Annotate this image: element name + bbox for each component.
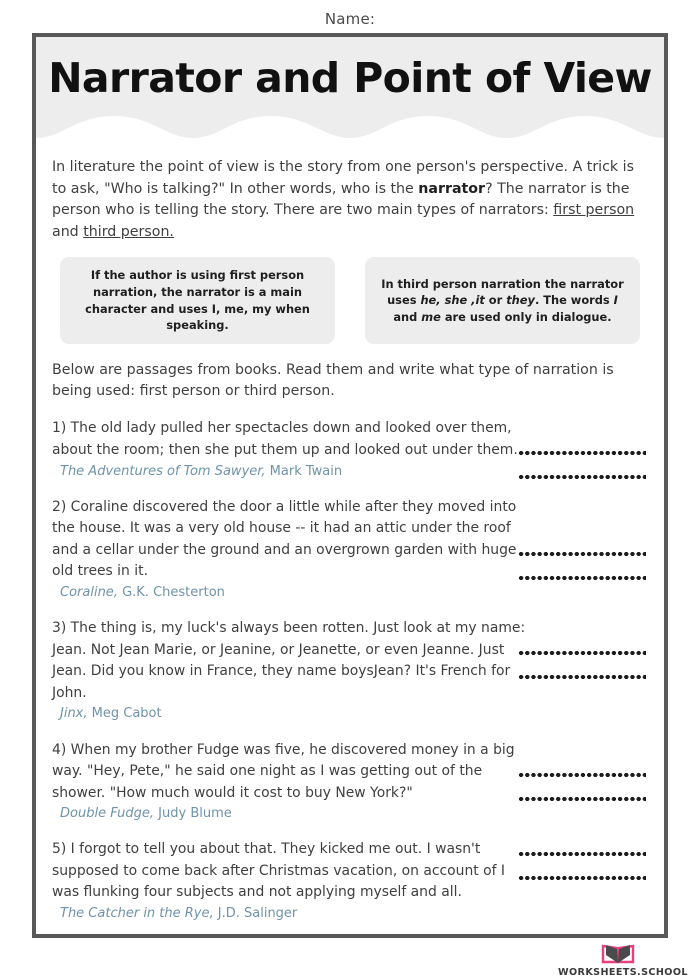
passage-citation-title: The Adventures of Tom Sawyer, bbox=[60, 463, 266, 479]
third-person-pronoun-group-1: he, she ,it bbox=[420, 293, 485, 308]
passage-citation-title: Coraline, bbox=[60, 584, 118, 600]
answer-blank[interactable] bbox=[518, 447, 646, 483]
answer-blank[interactable] bbox=[518, 548, 646, 584]
answer-dotted-line[interactable] bbox=[518, 770, 646, 782]
answer-blank[interactable] bbox=[518, 848, 646, 884]
intro-text-part2: ? The narrator is the person who is telling the story. There are two main types of narrators: bbox=[52, 180, 630, 219]
worksheet-body bbox=[36, 145, 664, 923]
passage-citation-author: J.D. Salinger bbox=[213, 905, 298, 921]
passage-citation-title: The Catcher in the Rye, bbox=[60, 905, 214, 921]
answer-blank[interactable] bbox=[518, 647, 646, 683]
third-person-tail: are used only in dialogue. bbox=[440, 309, 612, 324]
definition-box-third-person bbox=[365, 257, 640, 344]
passage-item bbox=[52, 618, 648, 723]
passage-item bbox=[52, 839, 648, 923]
third-person-mid-2: . The words bbox=[534, 293, 614, 308]
third-person-mid-3: and bbox=[393, 309, 422, 324]
answer-dotted-line[interactable] bbox=[518, 872, 646, 884]
passage-text: 3) The thing is, my luck's always been rotten. Just look at my name: Jean. Not Jean Marie, or Jeanine, or Jeanette, or even Jeanne. Just Jean. Did you know in France, they name boysJean? It's French for John. bbox=[52, 620, 526, 701]
third-person-mid-1: or bbox=[484, 293, 507, 308]
passage-citation-author: Meg Cabot bbox=[87, 706, 162, 722]
passage-citation-author: Mark Twain bbox=[265, 463, 343, 479]
answer-dotted-line[interactable] bbox=[518, 647, 646, 659]
answer-dotted-line[interactable] bbox=[518, 548, 646, 560]
passage-citation bbox=[52, 705, 648, 723]
intro-text-part3: and bbox=[52, 223, 84, 240]
passage-text: 4) When my brother Fudge was five, he discovered money in a big way. "Hey, Pete," he said one night as I was getting out of the shower. "How much would it cost to buy New York?" bbox=[52, 741, 515, 801]
passage-citation bbox=[52, 584, 648, 602]
passage-citation bbox=[52, 905, 648, 923]
intro-bold-narrator: narrator bbox=[418, 180, 486, 197]
intro-underline-first-person: first person bbox=[553, 202, 635, 219]
answer-blank[interactable] bbox=[518, 770, 646, 806]
passage-item bbox=[52, 497, 648, 602]
open-book-icon bbox=[601, 944, 635, 966]
third-person-pronoun-they: they bbox=[506, 293, 535, 308]
page-title: Narrator and Point of View bbox=[48, 54, 652, 102]
passage-text: 1) The old lady pulled her spectacles down and looked over them, about the room; then she put them up and looked out under them. bbox=[52, 420, 518, 459]
worksheet-frame bbox=[32, 33, 668, 938]
site-logo bbox=[558, 944, 688, 978]
passage-citation-title: Double Fudge, bbox=[60, 806, 155, 822]
answer-dotted-line[interactable] bbox=[518, 848, 646, 860]
answer-dotted-line[interactable] bbox=[518, 572, 646, 584]
third-person-pronoun-i: I bbox=[613, 293, 618, 308]
definition-first-person-text: If the author is using first person narration, the narrator is a main character and uses I, me, my when speaking. bbox=[85, 268, 310, 333]
definition-box-first-person bbox=[60, 257, 335, 344]
third-person-pronoun-me: me bbox=[421, 309, 441, 324]
worksheet-header bbox=[36, 37, 664, 145]
answer-dotted-line[interactable] bbox=[518, 447, 646, 459]
intro-underline-third-person: third person. bbox=[83, 223, 174, 240]
passage-item bbox=[52, 740, 648, 824]
third-person-lead: In third person narration the narrator uses bbox=[381, 276, 624, 308]
answer-dotted-line[interactable] bbox=[518, 794, 646, 806]
answer-dotted-line[interactable] bbox=[518, 471, 646, 483]
passage-citation bbox=[52, 805, 648, 823]
passage-text: 5) I forgot to tell you about that. They kicked me out. I wasn't supposed to come back after Christmas vacation, on account of I was flunking four subjects and not applying myself and all. bbox=[52, 841, 506, 901]
passage-citation-title: Jinx, bbox=[60, 706, 88, 722]
intro-paragraph bbox=[52, 157, 648, 243]
answer-dotted-line[interactable] bbox=[518, 671, 646, 683]
passage-citation-author: G.K. Chesterton bbox=[117, 584, 225, 600]
definition-third-person-text bbox=[377, 276, 628, 326]
site-logo-text: WORKSHEETS.SCHOOL bbox=[558, 967, 688, 978]
passage-list bbox=[52, 418, 648, 923]
instructions-text: Below are passages from books. Read them and write what type of narration is being used: first person or third person. bbox=[52, 361, 614, 400]
wave-divider-icon bbox=[36, 112, 664, 145]
passage-citation-author: Judy Blume bbox=[154, 806, 232, 822]
intro-text-part1: In literature the point of view is the story from one person's perspective. A trick is to ask, "Who is talking?" In other words, who is the bbox=[52, 159, 634, 197]
passage-text: 2) Coraline discovered the door a little while after they moved into the house. It was a very old house -- it had an attic under the roof and a cellar under the ground and an overgrown garden with huge old trees in it. bbox=[52, 498, 517, 580]
name-field-label: Name: bbox=[324, 10, 376, 28]
definition-boxes bbox=[60, 257, 640, 344]
passage-item bbox=[52, 418, 648, 480]
